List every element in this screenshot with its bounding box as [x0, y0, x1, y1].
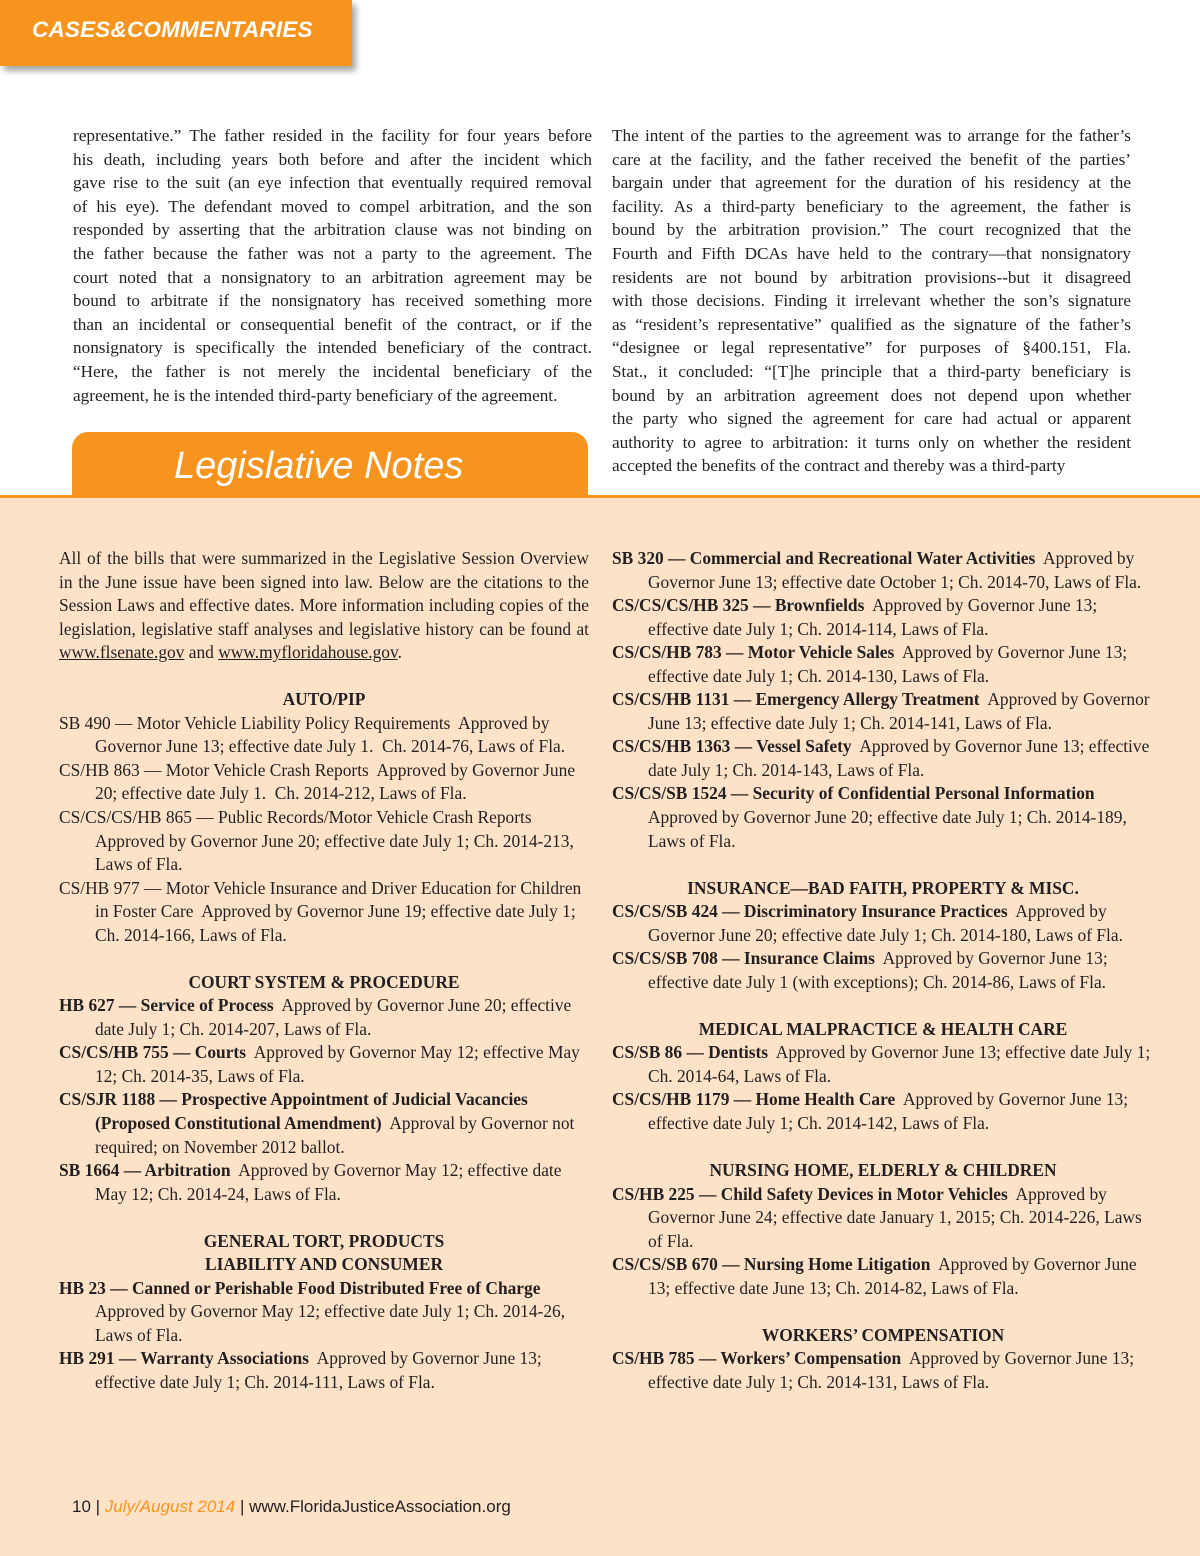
intro-end: .: [397, 642, 402, 663]
article-line: accepted the benefits of the contract and thereby was a third-party: [612, 456, 1066, 476]
legislative-right-column: [612, 547, 1154, 1395]
section-heading: INSURANCE—BAD FAITH, PROPERTY & MISC.: [687, 877, 1079, 898]
bill-entry: [612, 900, 1154, 947]
myfloridahouse-link[interactable]: www.myfloridahouse.gov: [218, 642, 398, 663]
bill-status: Approved by Governor June 24; effective date January 1, 2015; Ch. 2014-226, Laws of Fla.: [648, 1183, 1147, 1251]
article-line: than an incidental or consequential benefit of the contract, or if the: [73, 314, 592, 334]
section-tab: [0, 0, 352, 66]
bill-entry: [612, 1088, 1154, 1135]
flsenate-link[interactable]: www.flsenate.gov: [59, 642, 185, 663]
bill-status: Approved by Governor June 20; effective date July 1; Ch. 2014-207, Laws of Fla.: [95, 995, 576, 1039]
article-line: his death, including years both before and after the incident which: [73, 149, 592, 169]
bill-status: Approved by Governor June 13; effective date July 1; Ch. 2014-143, Laws of Fla.: [648, 736, 1154, 780]
article-left-column: [73, 124, 592, 407]
section-heading: COURT SYSTEM & PROCEDURE: [188, 971, 460, 992]
article-line: “designee or legal representative” for purposes of §400.151, Fla.: [612, 338, 1131, 358]
article-line: court noted that a nonsignatory to an arbitration agreement may be: [73, 267, 592, 287]
website-link[interactable]: www.FloridaJusticeAssociation.org: [249, 1497, 511, 1516]
article-line: facility. As a third-party beneficiary to the agreement, the father is: [612, 196, 1131, 216]
bill-entry: [59, 1088, 589, 1159]
bill-entry: [612, 1253, 1154, 1300]
bill-status: Approved by Governor June 13; effective date June 13; Ch. 2014-82, Laws of Fla.: [648, 1254, 1141, 1298]
bill-title: SB 490 — Motor Vehicle Liability Policy Requirements: [59, 712, 451, 733]
section-tab-label: CASES&COMMENTARIES: [32, 17, 313, 42]
bill-entry: [612, 594, 1154, 641]
section-heading: MEDICAL MALPRACTICE & HEALTH CARE: [698, 1018, 1068, 1039]
bill-entry: [612, 1183, 1154, 1254]
bill-title: SB 320 — Commercial and Recreational Water Activities: [612, 548, 1036, 568]
bill-status: Approved by Governor June 20; effective date July 1. Ch. 2014-212, Laws of Fla.: [95, 759, 580, 804]
footer-separator: |: [235, 1497, 250, 1516]
bill-entry: [59, 712, 589, 759]
bill-entry: [612, 1041, 1154, 1088]
intro-text: All of the bills that were summarized in the Legislative Session Overview in the June issue have been signed into law. Below are the citations to the Session Laws and effective dates. More information including copies of the legislation, legislative staff analyses and legislative history can be found at: [59, 548, 589, 639]
article-line: agreement, he is the intended third-party beneficiary of the agreement.: [73, 385, 558, 405]
article-line: bound by an arbitration agreement does not depend upon whether: [612, 385, 1131, 405]
bill-title: SB 1664 — Arbitration: [59, 1160, 231, 1181]
bill-title: CS/SB 86 — Dentists: [612, 1042, 769, 1063]
bill-entry: [59, 1347, 589, 1394]
bill-entry: [612, 782, 1154, 853]
bill-title: CS/CS/HB 1363 — Vessel Safety: [612, 736, 852, 757]
section-heading: WORKERS’ COMPENSATION: [761, 1324, 1005, 1345]
bill-title: HB 627 — Service of Process: [59, 995, 274, 1016]
bill-entry: [612, 947, 1154, 994]
article-line: as “resident’s representative” qualified as the signature of the father’s: [612, 314, 1131, 334]
bill-entry: [59, 1041, 589, 1088]
bill-entry: [612, 688, 1154, 735]
bill-title: CS/HB 785 — Workers’ Compensation: [612, 1348, 902, 1369]
article-line: the party who signed the agreement for care had actual or apparent: [612, 409, 1131, 429]
bill-title: CS/CS/HB 783 — Motor Vehicle Sales: [612, 642, 895, 663]
article-line: bound by the arbitration provision.” The court recognized that the: [612, 220, 1131, 240]
bill-entry: [612, 547, 1154, 594]
legislative-notes-title: Legislative Notes: [174, 445, 464, 487]
bill-title: CS/HB 225 — Child Safety Devices in Motor Vehicles: [612, 1183, 1008, 1204]
article-line: responded by asserting that the arbitration clause was not binding on: [73, 220, 592, 240]
article-line: The intent of the parties to the agreement was to arrange for the father’s: [612, 126, 1131, 145]
bill-status: Approved by Governor May 12; effective May 12; Ch. 2014-35, Laws of Fla.: [95, 1042, 585, 1086]
article-line: Stat., it concluded: “[T]he principle that a third-party beneficiary is: [612, 361, 1131, 381]
bill-title: CS/CS/CS/HB 325 — Brownfields: [612, 595, 865, 616]
article-line: care at the facility, and the father received the benefit of the parties’: [612, 149, 1131, 169]
article-line: bound to arbitrate if the nonsignatory has received something more: [73, 291, 592, 311]
bill-title: CS/CS/HB 1131 — Emergency Allergy Treatment: [612, 689, 980, 710]
article-line: the father because the father was not a party to the agreement. The: [73, 243, 592, 263]
bill-status: Approved by Governor June 13; effective date July 1; Ch. 2014-131, Laws of Fla.: [648, 1348, 1139, 1392]
legislative-intro: [59, 547, 589, 665]
page-footer: [72, 1497, 511, 1517]
section-heading: AUTO/PIP: [282, 689, 366, 710]
bill-entry: [59, 1277, 589, 1348]
article-line: “Here, the father is not merely the incidental beneficiary of the: [73, 361, 592, 381]
bill-status: Approved by Governor June 13; effective date July 1; Ch. 2014-142, Laws of Fla.: [648, 1089, 1133, 1134]
legislative-left-sections: [59, 688, 589, 1394]
section-heading: GENERAL TORT, PRODUCTS LIABILITY AND CONSUMER: [203, 1230, 445, 1275]
bill-status: Approved by Governor June 13; effective date July 1 (with exceptions); Ch. 2014-86, Laws of Fla.: [648, 948, 1113, 992]
bill-status: Approved by Governor June 13; effective date October 1; Ch. 2014-70, Laws of Fla.: [648, 548, 1142, 592]
bill-status: Approved by Governor May 12; effective date May 12; Ch. 2014-24, Laws of Fla.: [95, 1160, 566, 1204]
bill-entry: [59, 877, 589, 948]
bill-title: HB 23 — Canned or Perishable Food Distributed Free of Charge: [59, 1277, 541, 1298]
bill-status: Approved by Governor June 13; effective date July 1. Ch. 2014-76, Laws of Fla.: [95, 712, 566, 757]
article-right-column: [612, 124, 1131, 478]
article-line: nonsignatory is specifically the intended beneficiary of the contract.: [73, 338, 592, 358]
legislative-notes-tab: [72, 432, 588, 498]
bill-entry: [59, 1159, 589, 1206]
bill-entry: [612, 641, 1154, 688]
bill-status: Approved by Governor June 13; effective date July 1; Ch. 2014-130, Laws of Fla.: [648, 642, 1132, 686]
bill-entry: [612, 1347, 1154, 1394]
intro-and: and: [184, 642, 219, 663]
bill-entry: [59, 994, 589, 1041]
article-line: gave rise to the suit (an eye infection that eventually required removal: [73, 173, 592, 193]
page-number: 10: [72, 1497, 91, 1516]
legislative-left-column: [59, 547, 589, 1395]
article-line: bargain under that agreement for the duration of his residency at the: [612, 173, 1131, 193]
bill-title: CS/HB 863 — Motor Vehicle Crash Reports: [59, 759, 369, 780]
bill-title: CS/SJR 1188 — Prospective Appointment of Judicial Vacancies (Proposed Constitutional Amendment): [59, 1089, 528, 1134]
bill-status: Approved by Governor June 13; effective date July 1; Ch. 2014-64, Laws of Fla.: [648, 1042, 1155, 1086]
article-line: representative.” The father resided in the facility for four years before: [73, 126, 592, 145]
bill-status: Approved by Governor May 12; effective date July 1; Ch. 2014-26, Laws of Fla.: [95, 1277, 570, 1345]
bill-title: CS/CS/CS/HB 865 — Public Records/Motor Vehicle Crash Reports: [59, 806, 532, 827]
bill-title: CS/CS/SB 708 — Insurance Claims: [612, 948, 875, 969]
article-line: residents are not bound by arbitration provisions--but it disagreed: [612, 267, 1131, 287]
section-heading: NURSING HOME, ELDERLY & CHILDREN: [709, 1160, 1057, 1181]
article-line: of his eye). The defendant moved to compel arbitration, and the son: [73, 196, 592, 216]
bill-title: CS/CS/SB 424 — Discriminatory Insurance Practices: [612, 901, 1008, 922]
issue-date: July/August 2014: [104, 1497, 236, 1516]
bill-title: CS/CS/HB 1179 — Home Health Care: [612, 1089, 896, 1110]
bill-status: Approved by Governor June 20; effective date July 1; Ch. 2014-189, Laws of Fla.: [648, 783, 1132, 851]
article-line: Fourth and Fifth DCAs have held to the contrary—that nonsignatory: [612, 243, 1131, 263]
footer-separator: |: [90, 1497, 105, 1516]
bill-status: Approved by Governor June 13; effective date July 1; Ch. 2014-114, Laws of Fla.: [648, 595, 1102, 639]
bill-status: Approved by Governor June 13; effective date July 1; Ch. 2014-111, Laws of Fla.: [95, 1348, 547, 1392]
article-line: authority to agree to arbitration: it turns only on whether the resident: [612, 432, 1131, 452]
bill-title: CS/CS/HB 755 — Courts: [59, 1042, 246, 1063]
bill-status: Approved by Governor June 20; effective date July 1; Ch. 2014-213, Laws of Fla.: [95, 806, 579, 875]
bill-entry: [59, 759, 589, 806]
bill-status: Approval by Governor not required; on November 2012 ballot.: [95, 1113, 579, 1157]
bill-title: HB 291 — Warranty Associations: [59, 1348, 309, 1369]
bill-status: Approved by Governor June 19; effective date July 1; Ch. 2014-166, Laws of Fla.: [95, 901, 581, 945]
bill-title: CS/HB 977 — Motor Vehicle Insurance and Driver Education for Children in Foster Care: [59, 877, 582, 922]
bill-title: CS/CS/SB 1524 — Security of Confidential Personal Information: [612, 783, 1095, 804]
bill-entry: [59, 806, 589, 877]
bill-status: Approved by Governor June 20; effective date July 1; Ch. 2014-180, Laws of Fla.: [648, 901, 1123, 945]
bill-entry: [612, 735, 1154, 782]
article-line: with those decisions. Finding it irrelevant whether the son’s signature: [612, 291, 1131, 311]
bill-status: Approved by Governor June 13; effective date July 1; Ch. 2014-141, Laws of Fla.: [648, 689, 1154, 733]
bill-title: CS/CS/SB 670 — Nursing Home Litigation: [612, 1254, 931, 1275]
